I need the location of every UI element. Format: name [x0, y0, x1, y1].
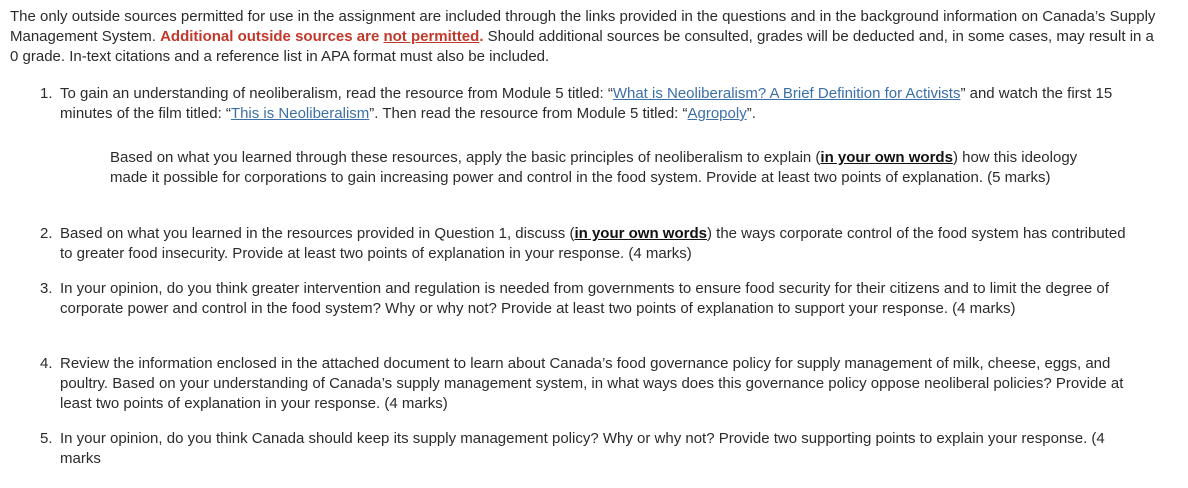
- sources-warning: Additional outside sources are not permitted.: [160, 28, 484, 45]
- question-2: [40, 224, 1140, 264]
- question-number: 2.: [40, 225, 53, 242]
- question-text: Based on what you learned in the resources provided in Question 1, discuss (in your own words) the ways corporate control of the food system has contributed to greater food insecurity. Provide at least two points of explanation in your response. (4 marks): [60, 225, 1126, 262]
- question-number: 5.: [40, 430, 53, 447]
- link-agropoly[interactable]: Agropoly: [687, 105, 747, 122]
- intro-paragraph: [10, 7, 1160, 67]
- question-4: [40, 354, 1140, 414]
- link-what-is-neoliberalism[interactable]: What is Neoliberalism? A Brief Definition for Activists: [612, 85, 961, 102]
- question-text: Review the information enclosed in the attached document to learn about Canada’s food governance policy for supply management of milk, cheese, eggs, and poultry. Based on your understanding of Canada’s supply management system, in what ways does this governance policy oppose neoliberal policies? Provide at least two points of explanation in your response. (4 marks): [60, 355, 1124, 412]
- not-permitted-emphasis: not permitted: [383, 28, 480, 45]
- own-words-emphasis: in your own words: [820, 149, 953, 166]
- own-words-emphasis: in your own words: [574, 225, 707, 242]
- question-text: To gain an understanding of neoliberalism, read the resource from Module 5 titled: “What is Neoliberalism? A Brief Definition for Activists” and watch the first 15 minutes of the film titled: “This is Neoliberalism”. Then read the resource from Module 5 titled: “Agropoly”.: [60, 85, 1113, 122]
- question-text: In your opinion, do you think Canada should keep its supply management policy? Why or why not? Provide two supporting points to explain your response. (4 marks: [60, 430, 1105, 467]
- question-1: [40, 84, 1140, 124]
- question-number: 1.: [40, 85, 53, 102]
- question-number: 4.: [40, 355, 53, 372]
- question-text: In your opinion, do you think greater intervention and regulation is needed from governments to ensure food security for their citizens and to limit the degree of corporate power and control in the food system? Why or why not? Provide at least two points of explanation to support your response. (4 marks): [60, 280, 1109, 317]
- question-3: [40, 279, 1140, 319]
- intro-text-1: The only outside sources permitted for use in the assignment are included through the links provided in the questions and in the background information on Canada’s Supply Management System.: [10, 8, 1156, 45]
- link-this-is-neoliberalism[interactable]: This is Neoliberalism: [230, 105, 370, 122]
- question-1-task: Based on what you learned through these resources, apply the basic principles of neoliberalism to explain (in your own words) how this ideology made it possible for corporations to gain increasing power and control in the food system. Provide at least two points of explanation. (5 marks): [110, 149, 1078, 186]
- intro-text-2: Should additional sources be consulted, grades will be deducted and, in some cases, may result in a 0 grade. In-text citations and a reference list in APA format must also be included.: [10, 28, 1154, 65]
- question-5: [40, 429, 1140, 469]
- question-number: 3.: [40, 280, 53, 297]
